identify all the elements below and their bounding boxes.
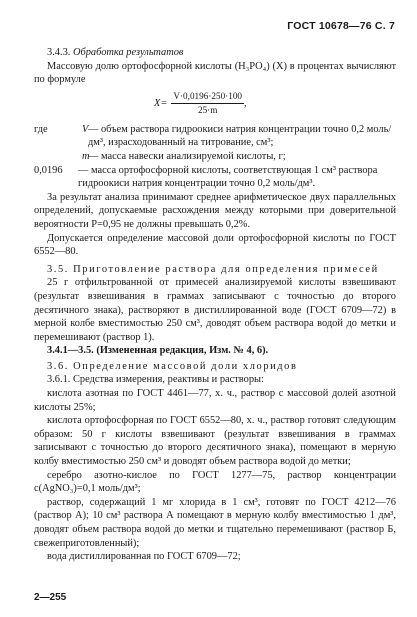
page-header: ГОСТ 10678—76 С. 7 bbox=[287, 20, 395, 32]
reagent-item: вода дистиллированная по ГОСТ 6709—72; bbox=[47, 551, 241, 563]
section-3-6-1-heading: 3.6.1. Средства измерения, реактивы и растворы: bbox=[47, 374, 264, 386]
formula bbox=[154, 89, 396, 119]
section-3-4-3-heading: 3.4.3. Обработка результатов bbox=[47, 47, 184, 58]
formula-denominator: 25·m bbox=[197, 105, 218, 116]
formula-numerator: V·0,0196·250·100 bbox=[171, 91, 244, 104]
definition-coefficient bbox=[34, 164, 396, 191]
reagent-item: серебро азотно-кислое по ГОСТ 1277—75, раствор концентрации c(AgNO₃)=0,1 моль/дм³; bbox=[34, 469, 396, 495]
alt-method-paragraph: Допускается определение массовой доли ортофосфорной кислоты по ГОСТ 6552—80. bbox=[34, 232, 396, 258]
page-content bbox=[34, 46, 396, 564]
definition-list bbox=[34, 123, 396, 164]
section-3-6-heading: 3.6. Определение массовой доли хлоридов bbox=[47, 360, 298, 372]
where-word: где bbox=[34, 123, 48, 135]
section-3-5-text: 25 г отфильтрованной от примесей анализируемой кислоты взвешивают (результат взвешивания в граммах записывают с точностью до второго десятичного знака), растворяют в дистиллированной воде (ГОСТ 6709—72) в мерной колбе вместимостью 250 см³, доводят объем раствора водой до метки и перемешивают (раствор 1). bbox=[34, 277, 396, 343]
formula-fraction bbox=[171, 91, 244, 116]
formula-lhs: X= bbox=[154, 97, 168, 109]
section-3-4-3-title: Обработка результатов bbox=[73, 47, 184, 58]
formula-intro: Массовую долю ортофосфорной кислоты (H₃PO₄) (X) в процентах вычисляют по формуле bbox=[34, 60, 396, 86]
amendment-note: 3.4.1—3.5. (Измененная редакция, Изм. № 4, 6). bbox=[47, 345, 269, 357]
def-text-m: — масса навески анализируемой кислоты, г; bbox=[88, 150, 286, 162]
page-footer: 2—255 bbox=[34, 592, 67, 603]
section-3-6-1-title: Средства измерения, реактивы и растворы: bbox=[73, 374, 264, 386]
def-term-m: m bbox=[82, 150, 90, 162]
section-3-5-heading: 3.5. Приготовление раствора для определения примесей bbox=[47, 263, 379, 275]
def-text-v: — объем раствора гидроокиси натрия концентрации точно 0,2 моль/дм³, израсходованный на титрование, см³; bbox=[88, 123, 392, 149]
def-term-v: V bbox=[82, 123, 89, 135]
def-text-coef: — масса ортофосфорной кислоты, соответствующая 1 см³ раствора гидроокиси натрия концентрации точно 0,2 моль/дм³. bbox=[78, 164, 378, 190]
reagent-item: кислота ортофосфорная по ГОСТ 6552—80, х. ч., раствор готовят следующим образом: 50 г кислоты взвешивают (результат взвешивания в граммах записывают с точностью до второго десятичного знака), помещают в мерную колбу вместимостью 250 см³ и доводят объем раствора водой до метки; bbox=[34, 415, 396, 468]
def-term-coef: 0,0196 bbox=[34, 164, 63, 176]
reagent-item: раствор, содержащий 1 мг хлорида в 1 см³, готовят по ГОСТ 4212—76 (раствор А); 10 см³ раствора А помещают в мерную колбу вместимостью 1 дм³, доводят объем раствора водой до метки и тщательно перемешивают (раствор Б, свежеприготовленный); bbox=[34, 496, 396, 549]
reagent-item: кислота азотная по ГОСТ 4461—77, х. ч., раствор с массовой долей азотной кислоты 25%; bbox=[34, 388, 396, 413]
result-paragraph: За результат анализа принимают среднее арифметическое двух параллельных определений, допускаемые расхождения между которыми при доверительной вероятности P=0,95 не должны превышать 0,2%. bbox=[34, 191, 396, 230]
formula-tail: , bbox=[244, 97, 247, 109]
